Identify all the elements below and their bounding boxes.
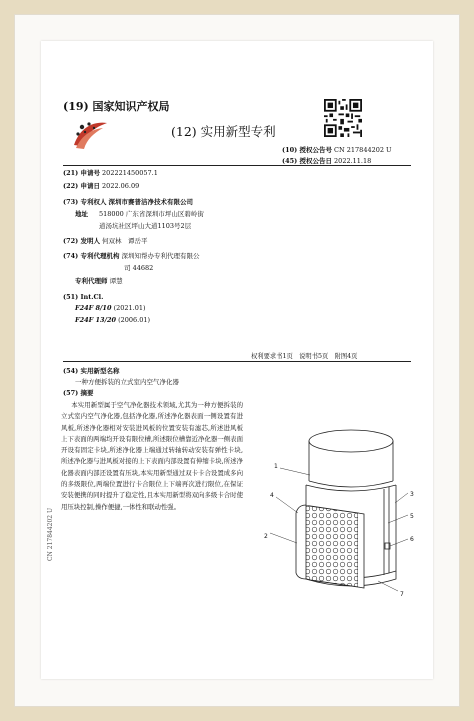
- fig-label-3: 3: [410, 491, 414, 498]
- inventors-label: (72) 发明人: [63, 237, 100, 245]
- inventors: [63, 236, 148, 246]
- abstract-text: 本实用新型属于空气净化器技术领域,尤其为一种方便拆装的立式室内空气净化器,包括净化器,所述净化器表面一侧设置有进风板,所述净化器相对安装进风板的位置安装有滤芯,所述进风板上下表面的两端均开设有限位槽,所述限位槽靠近净化器一侧表面开设有固定卡块,所述净化器上端通过转轴转动安装有弹性卡块,所述净化器与进风板对接的上下表面内部设置有伸缩卡块,所述净化器表面内部还设置有压块,本实用新型通过双卡卡合设置成多向的多级限位,两端位置进行卡合限位上下端再次进行限位,在保证安装便携的同时提升了稳定性,且本实用新型将双向多级卡合时使用压块控制,操作便捷,一体性和联动性强。: [61, 401, 243, 511]
- application-number-label: (21) 申请号: [63, 169, 100, 177]
- address-line-1: 518000 广东省深圳市坪山区碧岭街: [99, 210, 204, 218]
- patent-agent-value: 谭慧: [109, 277, 123, 285]
- patent-agency-label: (74) 专利代理机构: [63, 252, 120, 260]
- patent-owner-label: (73) 专利权人: [63, 198, 107, 206]
- abstract-label: (57) 摘要: [63, 389, 94, 397]
- patent-owner-value: 深圳市赛普洁净技术有限公司: [108, 198, 194, 206]
- publication-number-label: (10) 授权公告号: [282, 146, 332, 154]
- ipc-class-1: [75, 304, 146, 312]
- application-number-value: 202221450057.1: [102, 169, 158, 177]
- header-rule: [63, 165, 411, 166]
- patent-agency: [63, 251, 200, 261]
- fig-label-2: 2: [264, 533, 268, 540]
- publication-number-value: CN 217844202 U: [334, 146, 392, 154]
- page-counts: 权利要求书1页 说明书5页 附图4页: [251, 353, 358, 360]
- application-date-value: 2022.06.09: [102, 182, 140, 190]
- purifier-drawing: [248, 393, 423, 618]
- patent-agency-line-2: 司 44682: [124, 264, 154, 272]
- application-date-label: (22) 申请日: [63, 182, 100, 190]
- ipc-class-2: [75, 316, 150, 324]
- patent-agent: [75, 276, 123, 286]
- cnipa-logo-icon: [70, 115, 110, 151]
- ipc-class-2-date: (2006.01): [118, 316, 151, 324]
- publication-number: [282, 145, 392, 154]
- publication-date: [282, 156, 371, 165]
- int-cl-label: (51) Int.Cl.: [63, 293, 104, 301]
- patent-agent-label: 专利代理师: [75, 277, 108, 285]
- fig-label-6: 6: [410, 536, 414, 543]
- address-line-2: 道汤坑社区坪山大道1103号2层: [99, 222, 192, 230]
- application-number: [63, 168, 158, 178]
- publication-date-label: (45) 授权公告日: [282, 157, 332, 165]
- document-type: (12) 实用新型专利: [171, 124, 276, 139]
- qr-code-icon: [324, 99, 362, 137]
- ipc-class-1-code: F24F 8/10: [75, 304, 112, 312]
- title-label: (54) 实用新型名称: [63, 367, 120, 375]
- issuing-office: (19) 国家知识产权局: [63, 100, 170, 113]
- fig-label-4: 4: [270, 492, 274, 499]
- fig-label-7: 7: [400, 591, 404, 598]
- address-label: 地址: [75, 210, 88, 218]
- side-publication-number: CN 217844202 U: [47, 507, 54, 561]
- fig-label-1: 1: [274, 463, 278, 470]
- patent-agency-value: 深圳知帮办专利代理有限公: [121, 252, 200, 260]
- publication-date-value: 2022.11.18: [334, 157, 372, 165]
- patent-certificate-page: [41, 41, 433, 679]
- inventors-value: 何双林 谭岳平: [102, 237, 148, 245]
- ipc-class-2-code: F24F 13/20: [75, 316, 117, 324]
- utility-model-title: 一种方便拆装的立式室内空气净化器: [75, 378, 179, 386]
- section-rule: [63, 361, 411, 362]
- fig-label-5: 5: [410, 513, 414, 520]
- patent-owner: [63, 197, 193, 207]
- ipc-class-1-date: (2021.01): [113, 304, 146, 312]
- application-date: [63, 181, 139, 191]
